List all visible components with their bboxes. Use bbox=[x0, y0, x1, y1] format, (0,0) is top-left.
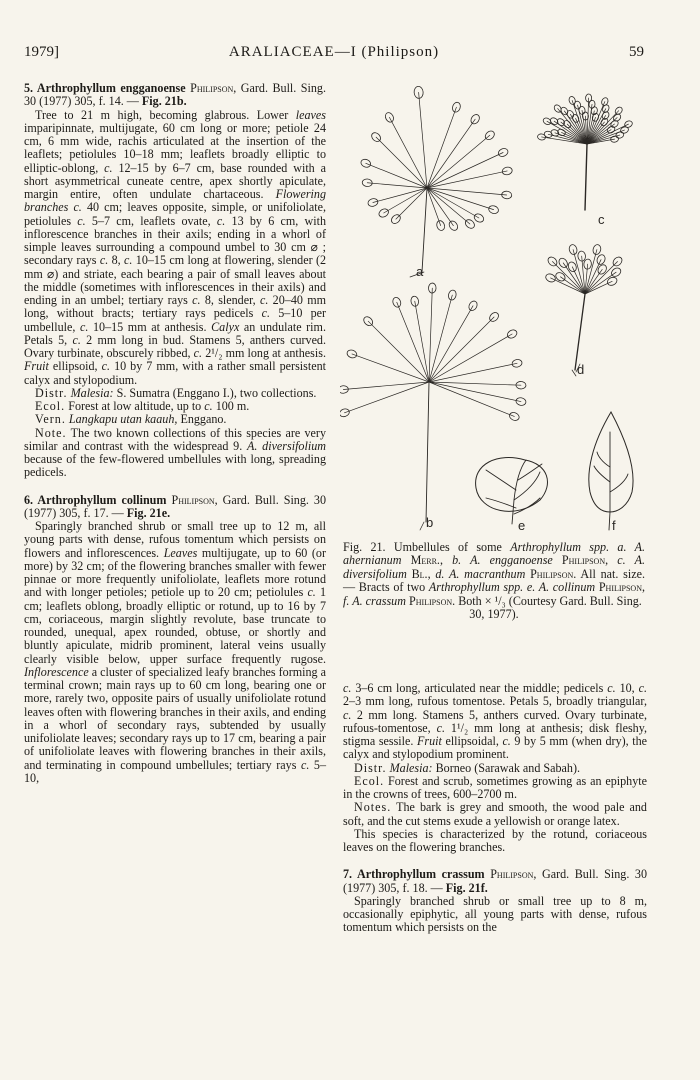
species-6-ecology: Ecol. Forest and scrub, sometimes growing as an epiphyte in the crowns of trees, 600–2700 m. bbox=[343, 773, 647, 801]
left-column bbox=[24, 82, 326, 785]
species-5-note: Note. The two known collections of this species are very similar and contrast with the widespread 9. A. diversifolium because of the few-flowered umbellules with long, spreading pedicels. bbox=[24, 425, 326, 480]
umbellule-d-drawing bbox=[544, 244, 623, 294]
species-6-notes: Notes. The bark is grey and smooth, the wood pale and soft, and the cut stems exude a yellowish or orange latex. bbox=[343, 800, 647, 828]
label-a: a bbox=[416, 264, 424, 279]
header-title: ARALIACEAE—I (Philipson) bbox=[228, 44, 440, 60]
species-6-description-cont: c. 3–6 cm long, articulated near the middle; pedicels c. 10, c. 2–3 mm long, rufous tomentose. Petals 5, broadly triangular, c. 2 mm long. Stamens 5, anthers curved. Ovary turbinate, rufous-tomentose, c. 1¹/₂ mm long at anthesis; disk fleshy, stigma sessile. Fruit ellipsoidal, c. 9 by 5 mm (when dry), the calyx and stylopodium prominent. bbox=[343, 681, 648, 762]
umbellule-d-stem bbox=[575, 294, 585, 370]
label-d: d bbox=[577, 362, 585, 377]
species-6-description: Sparingly branched shrub or small tree up to 12 m, all young parts with dense, rufous tomentum which persists on flowers and inflorescences. Leaves multijugate, up to 60 (or more) by 32 cm; of the flowering branches smaller with fewer pinnae or more frequently unifoliolate, leaflets more rotund and with longer petioles; petiole up to 20 cm; petiolules c. 1 cm; leaflets oblong, broadly elliptic or rotund, up to 16 by 7 cm, coriaceous, margin slightly revolute, base truncate to rounded, unequal, apex rounded, obtuse, or shortly and bluntly apiculate, midrib prominent, lateral veins usually clearly visible below, upper surface frequently rugose. Inflorescence a cluster of specialized leafy branches forming a terminal crown; main rays up to 60 cm long, bearing one or more, rarely two, opposite pairs of usually unifoliolate rotund leaves often with flowering branches in their axils, and ending in a whorl of secondary rays, subtended by usually unifoliolate leaves; secondary rays up to 17 cm, bearing a pair of unifoliolate leaves with flowering branches in their axils, and terminating in compound umbellules; tertiary rays c. 5–10, bbox=[24, 519, 327, 785]
species-6-heading: 6. Arthrophyllum collinum Philipson, Gard. Bull. Sing. 30 (1977) 305, f. 17. — Fig. 21e. bbox=[24, 492, 326, 520]
umbellule-a-drawing bbox=[360, 86, 513, 232]
species-5-ecology: Ecol. Forest at low altitude, up to c. 100 m. bbox=[35, 399, 250, 413]
running-header bbox=[24, 44, 644, 66]
species-5-description: Tree to 21 m high, becoming glabrous. Lower leaves imparipinnate, multijugate, 60 cm long or more; petiole 24 cm, 6 mm wide, rachis articulated at the insertion of the leaflets; petiolules 10–18 mm; leaflets broadly elliptic to elliptic-oblong, c. 12–15 by 6–7 cm, base rounded with a short asymmetrical cuneate centre, apex shortly apiculate, margin entire, often undulate chartaceous. Flowering branches c. 40 cm; leaves opposite, simple, or unifoliolate, petiolules c. 5–7 cm, leaflets ovate, c. 13 by 6 cm, with inflorescence branches in their axils; ending in a whorl of simple leaves surrounding a compound umbel to 30 cm ⌀ ; secondary rays c. 8, c. 10–15 cm long at flowering, slender (2 mm ⌀) and striate, each bearing a pair of small leaves about the middle (sometimes with inflorescences in their axils) and ending in an umbel; tertiary rays c. 8, slender, c. 20–40 mm long, without bracts; tertiary rays pedicels c. 5–10 per umbellule, c. 10–15 mm at anthesis. Calyx an undulate rim. Petals 5, c. 2 mm long in bud. Stamens 5, anthers curved. Ovary turbinate, obscurely ribbed, c. 2¹/₂ mm long at anthesis. Fruit ellipsoid, c. 10 by 7 mm, with a rather small persistent calyx and stylopodium. bbox=[24, 107, 327, 387]
label-f: f bbox=[612, 518, 616, 533]
species-5-heading: 5. Arthrophyllum engganoense Philipson, Gard. Bull. Sing. 30 (1977) 305, f. 14. — Fig. 21b. bbox=[24, 81, 326, 109]
umbellule-b-stem bbox=[426, 382, 429, 522]
label-c: c bbox=[598, 212, 605, 227]
umbellule-c-drawing bbox=[537, 94, 633, 144]
umbellule-b-drawing bbox=[340, 283, 527, 422]
label-e: e bbox=[518, 518, 526, 533]
label-b: b bbox=[426, 515, 434, 530]
figure-21-drawings bbox=[340, 72, 640, 534]
figure-caption: Fig. 21. Umbellules of some Arthrophyllum spp. a. A. ahernianum Merr., b. A. engganoense Philipson, c. A. diversifolium Bl., d. A. macranthum Philipson. All nat. size. — Bracts of two Arthrophyllum spp. e. A. collinum Philipson, f. A. crassum Philipson. Both × ¹/₃ (Courtesy Gard. Bull. Sing. 30, 1977). bbox=[343, 540, 646, 622]
umbellule-a-stem bbox=[422, 188, 427, 272]
bract-e-drawing bbox=[476, 458, 548, 524]
bract-f-drawing bbox=[589, 412, 633, 530]
species-7-description: Sparingly branched shrub or small tree up to 8 m, occasionally epiphytic, all young parts with dense, rufous tomentum which persists on the bbox=[343, 893, 647, 935]
species-5-vernacular: Vern. Langkapu utan kaauh, Enggano. bbox=[35, 412, 227, 427]
species-6-distribution: Distr. Malesia: Borneo (Sarawak and Sabah). bbox=[354, 760, 581, 775]
species-7-heading: 7. Arthrophyllum crassum Philipson, Gard. Bull. Sing. 30 (1977) 305, f. 18. — Fig. 21f. bbox=[343, 867, 648, 895]
umbellule-c-stem bbox=[585, 144, 587, 210]
page-number: 59 bbox=[629, 44, 644, 60]
species-5-distribution: Distr. Malesia: S. Sumatra (Enggano I.), two collections. bbox=[35, 385, 317, 400]
species-6-characterization: This species is characterized by the rotund, coriaceous leaves on the flowering branches. bbox=[343, 826, 647, 854]
right-column bbox=[343, 682, 647, 935]
header-year: 1979] bbox=[24, 44, 59, 60]
